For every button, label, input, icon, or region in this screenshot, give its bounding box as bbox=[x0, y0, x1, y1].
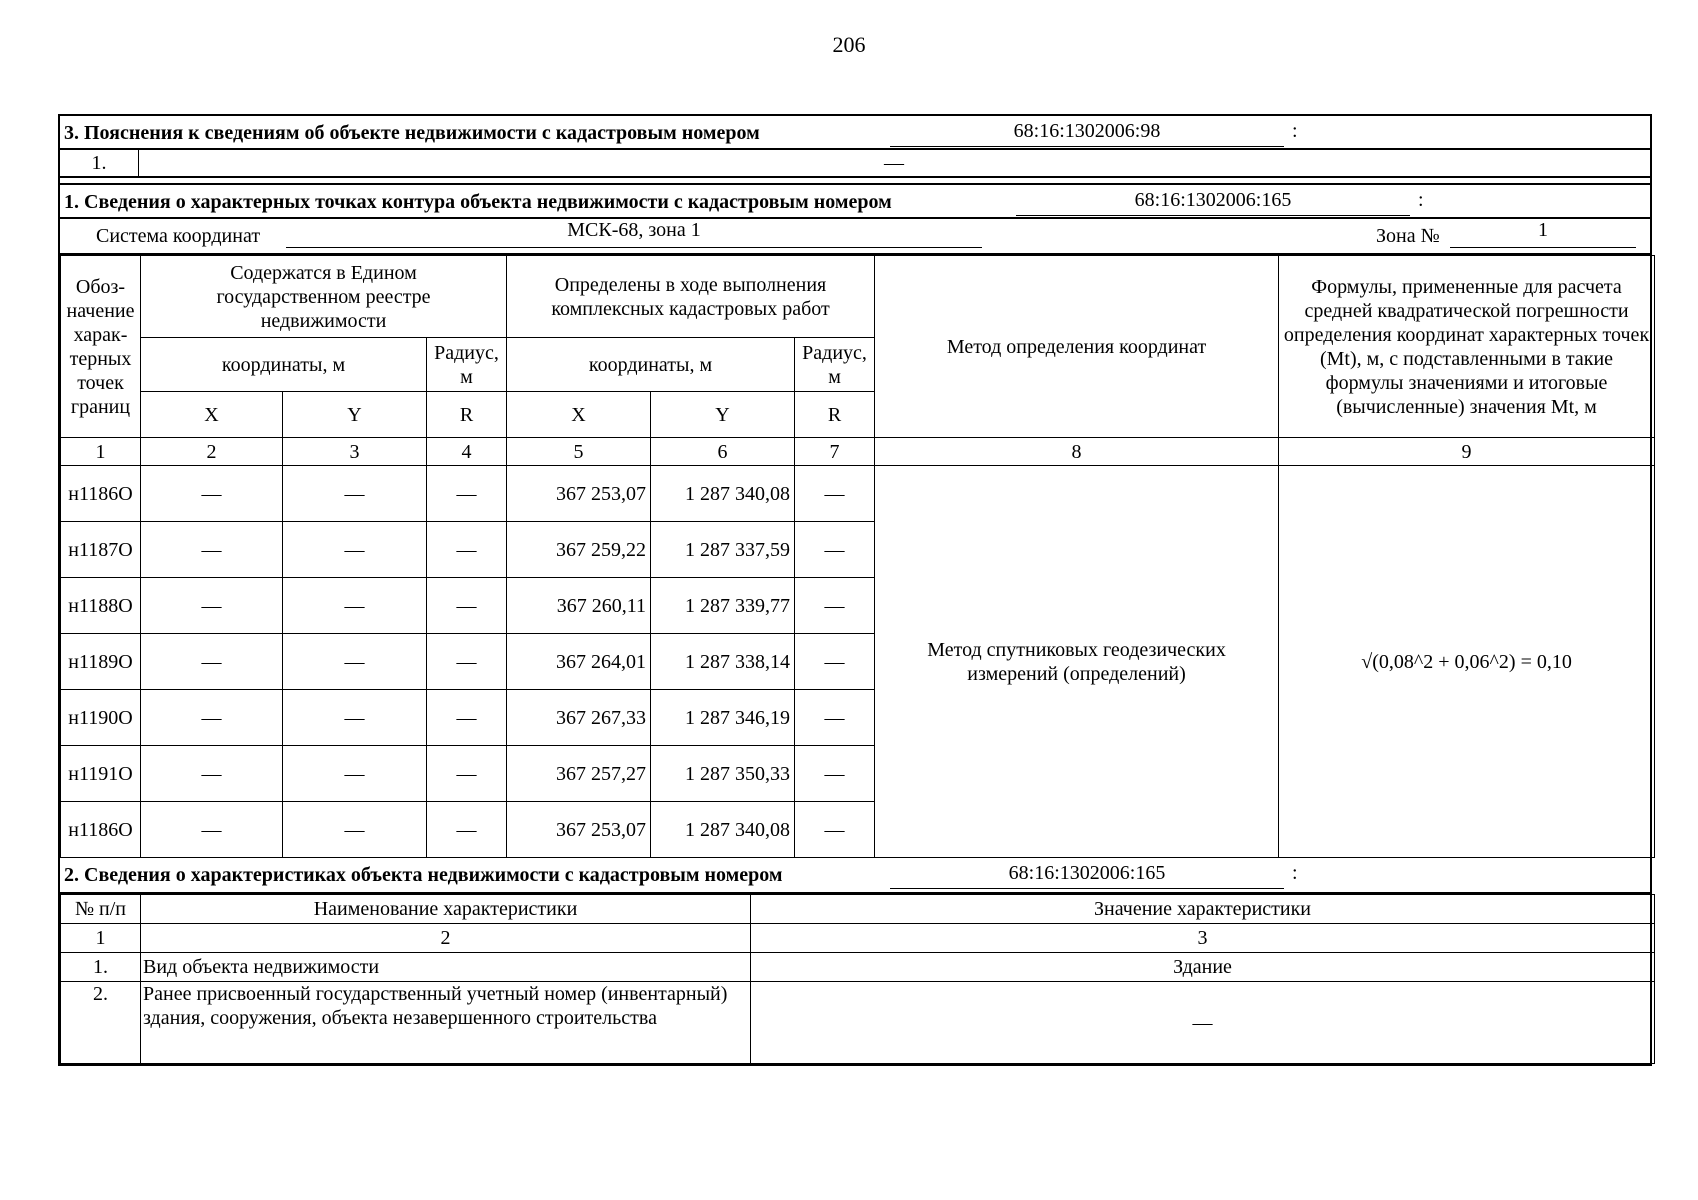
point-y1: — bbox=[283, 746, 427, 802]
coord-system-value: МСК-68, зона 1 bbox=[286, 219, 982, 248]
header-y-egrn: Y bbox=[283, 392, 427, 438]
point-x1: — bbox=[141, 802, 283, 858]
point-r2: — bbox=[795, 746, 875, 802]
col-num: 3 bbox=[751, 924, 1655, 953]
point-x2: 367 267,33 bbox=[507, 690, 651, 746]
point-name: н1189О bbox=[61, 634, 141, 690]
point-y1: — bbox=[283, 802, 427, 858]
point-name: н1188О bbox=[61, 578, 141, 634]
page-number: 206 bbox=[832, 32, 866, 57]
point-x2: 367 253,07 bbox=[507, 466, 651, 522]
point-r2: — bbox=[795, 634, 875, 690]
point-r2: — bbox=[795, 690, 875, 746]
header-formula: Формулы, примененные для расчета средней квадратической погрешности определения координат характерных точек (Mt), м, с подставленными в такие формулы значениями и итоговые (вычисленные) значения Mt, м bbox=[1279, 256, 1655, 438]
col-num: 8 bbox=[875, 438, 1279, 466]
point-x1: — bbox=[141, 634, 283, 690]
section3-header bbox=[58, 114, 1652, 150]
point-x2: 367 257,27 bbox=[507, 746, 651, 802]
point-name: н1190О bbox=[61, 690, 141, 746]
point-name: н1191О bbox=[61, 746, 141, 802]
section3-colon: : bbox=[1292, 120, 1298, 142]
point-y1: — bbox=[283, 466, 427, 522]
header-coords-kkr: координаты, м bbox=[507, 338, 795, 392]
point-x2: 367 260,11 bbox=[507, 578, 651, 634]
point-y2: 1 287 340,08 bbox=[651, 466, 795, 522]
header-r-egrn: R bbox=[427, 392, 507, 438]
point-r2: — bbox=[795, 802, 875, 858]
col-num: 2 bbox=[141, 924, 751, 953]
point-y2: 1 287 346,19 bbox=[651, 690, 795, 746]
point-r2: — bbox=[795, 466, 875, 522]
section2-cadastral-number: 68:16:1302006:165 bbox=[890, 862, 1284, 889]
header-method: Метод определения координат bbox=[875, 256, 1279, 438]
point-r2: — bbox=[795, 578, 875, 634]
point-r2: — bbox=[795, 522, 875, 578]
point-y1: — bbox=[283, 690, 427, 746]
section1-cadastral-number: 68:16:1302006:165 bbox=[1016, 189, 1410, 216]
point-x1: — bbox=[141, 690, 283, 746]
point-r1: — bbox=[427, 466, 507, 522]
header-x-egrn: X bbox=[141, 392, 283, 438]
col-num: 2 bbox=[141, 438, 283, 466]
coord-system-label: Система координат bbox=[96, 225, 261, 247]
section2-title: 2. Сведения о характеристиках объекта недвижимости с кадастровым номером bbox=[64, 864, 783, 886]
point-x2: 367 259,22 bbox=[507, 522, 651, 578]
header-radius-egrn: Радиус, м bbox=[427, 338, 507, 392]
cadastral-form bbox=[58, 114, 1652, 1066]
col-num: 3 bbox=[283, 438, 427, 466]
point-name: н1186О bbox=[61, 802, 141, 858]
section3-row-num: 1. bbox=[60, 150, 139, 176]
row-value: — bbox=[751, 982, 1655, 1064]
point-y1: — bbox=[283, 578, 427, 634]
section1-header bbox=[58, 183, 1652, 219]
header-point-designation: Обоз-начение харак-терных точек границ bbox=[61, 256, 141, 438]
row-value: Здание bbox=[751, 953, 1655, 982]
zone-value: 1 bbox=[1450, 219, 1636, 248]
col-num: 1 bbox=[61, 438, 141, 466]
header-egrn: Содержатся в Едином государственном реестре недвижимости bbox=[141, 256, 507, 338]
points-table bbox=[60, 255, 1655, 858]
col-num: 1 bbox=[61, 924, 141, 953]
point-y2: 1 287 338,14 bbox=[651, 634, 795, 690]
point-x2: 367 264,01 bbox=[507, 634, 651, 690]
formula-value: √(0,08^2 + 0,06^2) = 0,10 bbox=[1279, 466, 1655, 858]
characteristics-table bbox=[60, 894, 1655, 1064]
point-r1: — bbox=[427, 522, 507, 578]
point-name: н1186О bbox=[61, 466, 141, 522]
section1-title: 1. Сведения о характерных точках контура объекта недвижимости с кадастровым номером bbox=[64, 191, 892, 213]
header-radius-kkr: Радиус, м bbox=[795, 338, 875, 392]
header-name: Наименование характеристики bbox=[141, 895, 751, 924]
point-r1: — bbox=[427, 802, 507, 858]
point-x1: — bbox=[141, 522, 283, 578]
section3-title: 3. Пояснения к сведениям об объекте недвижимости с кадастровым номером bbox=[64, 122, 760, 144]
col-num: 7 bbox=[795, 438, 875, 466]
point-y1: — bbox=[283, 522, 427, 578]
section1-colon: : bbox=[1418, 189, 1424, 211]
row-num: 1. bbox=[61, 953, 141, 982]
point-x1: — bbox=[141, 466, 283, 522]
point-y2: 1 287 350,33 bbox=[651, 746, 795, 802]
point-x2: 367 253,07 bbox=[507, 802, 651, 858]
row-num: 2. bbox=[61, 982, 141, 1064]
header-value: Значение характеристики bbox=[751, 895, 1655, 924]
header-num: № п/п bbox=[61, 895, 141, 924]
point-r1: — bbox=[427, 690, 507, 746]
point-r1: — bbox=[427, 746, 507, 802]
col-num: 9 bbox=[1279, 438, 1655, 466]
point-r1: — bbox=[427, 578, 507, 634]
point-x1: — bbox=[141, 746, 283, 802]
point-x1: — bbox=[141, 578, 283, 634]
section2-colon: : bbox=[1292, 862, 1298, 884]
point-name: н1187О bbox=[61, 522, 141, 578]
section3-row bbox=[58, 150, 1652, 178]
col-num: 6 bbox=[651, 438, 795, 466]
point-r1: — bbox=[427, 634, 507, 690]
section3-row-text: — bbox=[884, 152, 904, 174]
method-value: Метод спутниковых геодезических измерений (определений) bbox=[875, 466, 1279, 858]
header-r-kkr: R bbox=[795, 392, 875, 438]
col-num: 4 bbox=[427, 438, 507, 466]
zone-label: Зона № bbox=[1376, 225, 1440, 247]
header-y-kkr: Y bbox=[651, 392, 795, 438]
header-x-kkr: X bbox=[507, 392, 651, 438]
point-y1: — bbox=[283, 634, 427, 690]
section3-cadastral-number: 68:16:1302006:98 bbox=[890, 120, 1284, 147]
point-y2: 1 287 337,59 bbox=[651, 522, 795, 578]
row-name: Вид объекта недвижимости bbox=[141, 953, 751, 982]
header-kkr: Определены в ходе выполнения комплексных кадастровых работ bbox=[507, 256, 875, 338]
col-num: 5 bbox=[507, 438, 651, 466]
coord-system-row bbox=[58, 219, 1652, 255]
header-coords-egrn: координаты, м bbox=[141, 338, 427, 392]
section2-header bbox=[58, 858, 1652, 894]
point-y2: 1 287 339,77 bbox=[651, 578, 795, 634]
row-name: Ранее присвоенный государственный учетный номер (инвентарный) здания, сооружения, объекта незавершенного строительства bbox=[141, 982, 751, 1064]
point-y2: 1 287 340,08 bbox=[651, 802, 795, 858]
